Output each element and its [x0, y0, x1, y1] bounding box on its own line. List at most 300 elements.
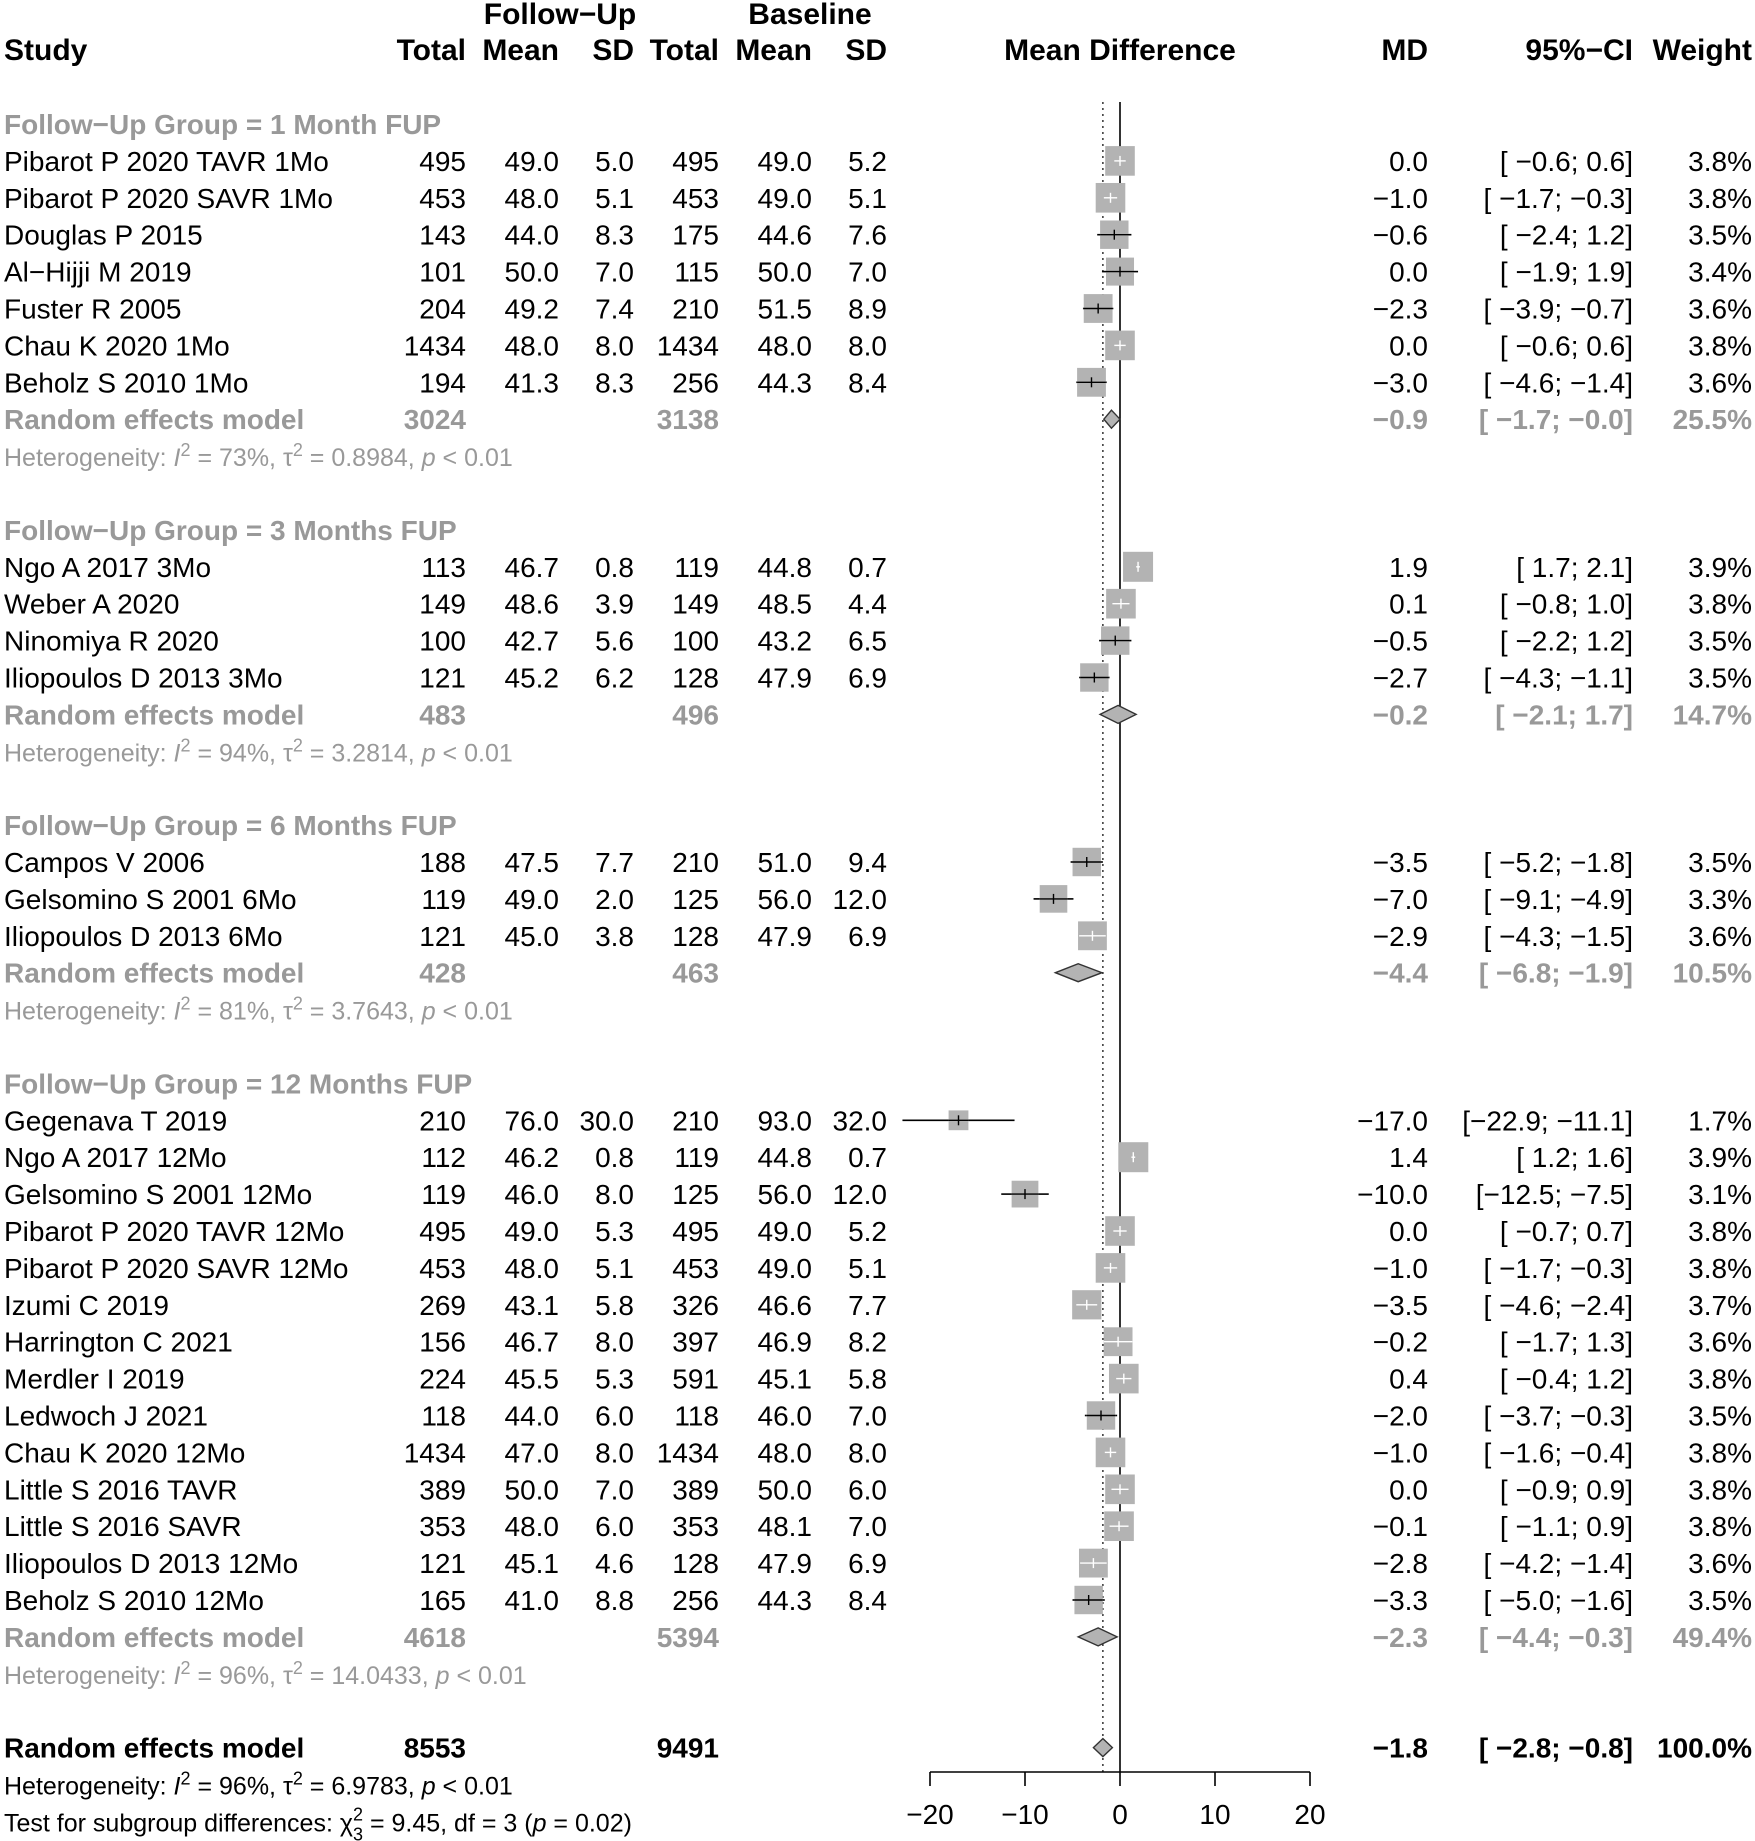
study-row [4, 1253, 1752, 1284]
study-row [4, 220, 1752, 251]
cell-t1: 495 [419, 145, 466, 177]
cell-s1: 8.8 [595, 1585, 634, 1616]
weight-value: 3.5% [1688, 847, 1752, 878]
overall-row [4, 1733, 1752, 1764]
cell-s1: 8.0 [595, 1179, 634, 1211]
cell-t2: 495 [672, 145, 719, 177]
cell-s2: 7.0 [848, 1400, 887, 1432]
cell-t2: 495 [672, 1216, 719, 1247]
weight-value: 3.6% [1688, 367, 1752, 399]
cell-s2: 12.0 [832, 883, 887, 915]
overall-md: −1.8 [1372, 1732, 1428, 1764]
cell-s2: 6.9 [848, 920, 887, 952]
md-value: 1.4 [1389, 1142, 1428, 1174]
ci-value: [ −0.7; 0.7] [1499, 1216, 1633, 1247]
overall-diamond [1093, 1739, 1112, 1757]
ci-value: [ −2.4; 1.2] [1499, 219, 1633, 251]
cell-m1: 48.0 [504, 1511, 559, 1543]
cell-t1: 453 [419, 1252, 466, 1284]
study-name: Little S 2016 TAVR [4, 1474, 238, 1506]
cell-t2: 1434 [656, 1437, 719, 1469]
heterogeneity-text: Heterogeneity: $I^2 = 96\%$, $\tau^2 = 14.0433$, p < 0.01 [4, 1657, 527, 1690]
pooled-md: −0.9 [1372, 404, 1428, 436]
study-row [4, 1290, 1752, 1321]
cell-s1: 3.8 [595, 920, 634, 952]
cell-t2: 119 [674, 551, 719, 583]
pooled-total-followup: 3024 [403, 404, 466, 436]
subgroup-pooled-row [4, 958, 1752, 989]
header-followup-group: Follow−Up [483, 0, 637, 31]
ci-value: [ −2.2; 1.2] [1499, 625, 1633, 657]
ci-value: [ −0.8; 1.0] [1499, 588, 1633, 620]
cell-m2: 49.0 [757, 1216, 812, 1247]
cell-s2: 8.0 [848, 1437, 887, 1469]
study-row [4, 330, 1752, 361]
cell-m1: 49.0 [504, 145, 559, 177]
cell-m2: 47.9 [757, 1548, 812, 1580]
weight-value: 3.8% [1688, 145, 1752, 177]
weight-value: 3.8% [1688, 182, 1752, 214]
header-followup-sd: SD [592, 34, 634, 67]
cell-m2: 56.0 [757, 883, 812, 915]
ci-value: [ −0.6; 0.6] [1499, 145, 1633, 177]
cell-s2: 32.0 [832, 1105, 887, 1137]
md-value: −7.0 [1372, 883, 1428, 915]
cell-m2: 47.9 [757, 920, 812, 952]
subgroup-label: Follow−Up Group = 1 Month FUP [4, 109, 442, 140]
pooled-md: −2.3 [1372, 1621, 1428, 1653]
cell-m1: 44.0 [504, 1400, 559, 1432]
ci-value: [ −1.6; −0.4] [1483, 1437, 1633, 1469]
heterogeneity-text: Heterogeneity: $I^2 = 94\%$, $\tau^2 = 3.2814$, p < 0.01 [4, 735, 513, 768]
ci-value: [ −1.7; −0.3] [1483, 182, 1633, 214]
cell-t1: 121 [419, 662, 466, 694]
study-row [4, 1474, 1752, 1505]
cell-m2: 51.5 [757, 293, 812, 325]
cell-t1: 224 [419, 1363, 466, 1395]
pooled-total-followup: 483 [419, 699, 466, 731]
weight-value: 3.8% [1688, 1252, 1752, 1284]
cell-t1: 118 [421, 1400, 466, 1432]
cell-s1: 8.0 [595, 1326, 634, 1358]
study-row [4, 921, 1752, 952]
overall-label: Random effects model [4, 1732, 305, 1764]
cell-t2: 100 [672, 625, 719, 657]
header-study: Study [4, 34, 88, 67]
pooled-total-baseline: 496 [672, 699, 719, 731]
cell-m1: 47.5 [504, 847, 559, 878]
study-name: Pibarot P 2020 SAVR 1Mo [4, 182, 333, 214]
cell-t1: 210 [419, 1105, 466, 1137]
cell-m2: 48.0 [757, 1437, 812, 1469]
md-value: −10.0 [1357, 1179, 1428, 1211]
pooled-total-baseline: 5394 [656, 1621, 719, 1653]
weight-value: 3.5% [1688, 625, 1752, 657]
ci-value: [ −1.7; 1.3] [1499, 1326, 1633, 1358]
study-name: Ninomiya R 2020 [4, 625, 219, 657]
pooled-total-followup: 4618 [403, 1621, 466, 1653]
study-row [4, 367, 1752, 398]
cell-m2: 49.0 [757, 1252, 812, 1284]
cell-s2: 8.4 [848, 367, 887, 399]
weight-value: 3.8% [1688, 588, 1752, 620]
md-value: −1.0 [1372, 1437, 1428, 1469]
column-headers [4, 0, 1752, 67]
cell-t1: 389 [419, 1474, 466, 1506]
study-row [4, 1364, 1752, 1395]
cell-t2: 125 [672, 1179, 719, 1211]
ci-value: [ −5.2; −1.8] [1483, 847, 1633, 878]
md-value: 1.9 [1389, 551, 1428, 583]
cell-t1: 453 [419, 182, 466, 214]
pooled-ci: [ −6.8; −1.9] [1478, 957, 1633, 989]
cell-s1: 3.9 [595, 588, 634, 620]
study-row [4, 1105, 1752, 1136]
cell-t2: 591 [672, 1363, 719, 1395]
subgroup-differences-test: Test for subgroup differences: $\chi^2$ 3 = 9.45, df = 3 (p = 0.02) [4, 1804, 632, 1841]
cell-m1: 45.5 [504, 1363, 559, 1395]
weight-value: 3.5% [1688, 1400, 1752, 1432]
study-name: Gelsomino S 2001 12Mo [4, 1179, 313, 1211]
ci-value: [ −4.6; −1.4] [1483, 367, 1633, 399]
cell-t2: 389 [672, 1474, 719, 1506]
cell-t1: 119 [421, 883, 466, 915]
cell-m1: 49.0 [504, 1216, 559, 1247]
pooled-ci: [ −2.1; 1.7] [1495, 699, 1633, 731]
ci-value: [ −1.1; 0.9] [1499, 1511, 1633, 1543]
subgroup-diamond [1104, 410, 1120, 428]
overall-total-followup: 8553 [403, 1732, 466, 1764]
cell-s1: 8.3 [595, 367, 634, 399]
pooled-ci: [ −1.7; −0.0] [1478, 404, 1633, 436]
md-value: 0.1 [1389, 588, 1428, 620]
ci-value: [ −9.1; −4.9] [1483, 883, 1633, 915]
cell-s2: 0.7 [848, 551, 887, 583]
study-row [4, 1327, 1752, 1358]
subgroup-label: Follow−Up Group = 6 Months FUP [4, 810, 457, 842]
overall-total-baseline: 9491 [656, 1732, 719, 1764]
cell-t2: 210 [672, 1105, 719, 1137]
cell-m1: 50.0 [504, 1474, 559, 1506]
pooled-md: −4.4 [1372, 957, 1428, 989]
ci-value: [ −4.3; −1.1] [1483, 662, 1633, 694]
cell-s2: 6.0 [848, 1474, 887, 1506]
ci-value: [ −3.7; −0.3] [1483, 1400, 1633, 1432]
header-baseline-group: Baseline [748, 0, 872, 31]
study-row [4, 146, 1752, 177]
study-row [4, 626, 1752, 657]
cell-t2: 115 [674, 256, 719, 288]
cell-m2: 46.9 [757, 1326, 812, 1358]
cell-s1: 7.0 [595, 256, 634, 288]
cell-m1: 46.2 [504, 1142, 559, 1174]
weight-value: 3.3% [1688, 883, 1752, 915]
header-weight: Weight [1652, 34, 1752, 67]
cell-t1: 353 [419, 1511, 466, 1543]
cell-m1: 76.0 [504, 1105, 559, 1137]
cell-t1: 149 [419, 588, 466, 620]
cell-m1: 48.0 [504, 330, 559, 362]
study-row [4, 1548, 1752, 1579]
cell-m1: 46.0 [504, 1179, 559, 1211]
cell-s2: 5.2 [848, 145, 887, 177]
study-name: Izumi C 2019 [4, 1289, 169, 1321]
cell-t2: 210 [672, 293, 719, 325]
study-row [4, 589, 1752, 620]
study-row [4, 1179, 1752, 1210]
cell-s1: 30.0 [579, 1105, 634, 1137]
pooled-ci: [ −4.4; −0.3] [1478, 1621, 1633, 1653]
md-value: 0.0 [1389, 145, 1428, 177]
header-ci: 95%−CI [1525, 34, 1633, 67]
cell-s1: 8.3 [595, 219, 634, 251]
weight-value: 3.8% [1688, 1474, 1752, 1506]
cell-s2: 7.7 [848, 1289, 887, 1321]
weight-value: 3.6% [1688, 1326, 1752, 1358]
study-row [4, 257, 1752, 288]
cell-s2: 7.6 [848, 219, 887, 251]
weight-value: 3.6% [1688, 293, 1752, 325]
cell-s1: 6.2 [595, 662, 634, 694]
study-name: Fuster R 2005 [4, 293, 182, 325]
overall-weight: 100.0% [1657, 1732, 1752, 1764]
cell-m1: 50.0 [504, 256, 559, 288]
header-baseline-mean: Mean [735, 34, 812, 67]
md-value: −0.1 [1372, 1511, 1428, 1543]
cell-t1: 194 [419, 367, 466, 399]
study-name: Chau K 2020 12Mo [4, 1437, 246, 1469]
cell-s2: 4.4 [848, 588, 887, 620]
cell-t2: 256 [672, 1585, 719, 1616]
study-name: Douglas P 2015 [4, 219, 203, 251]
pooled-weight: 49.4% [1672, 1621, 1752, 1653]
x-tick-label: 20 [1294, 1799, 1326, 1830]
cell-t1: 143 [419, 219, 466, 251]
study-name: Little S 2016 SAVR [4, 1511, 242, 1543]
cell-s1: 5.0 [595, 145, 634, 177]
header-followup-mean: Mean [482, 34, 559, 67]
pooled-label: Random effects model [4, 1621, 305, 1653]
cell-s2: 12.0 [832, 1179, 887, 1211]
header-followup-total: Total [396, 34, 466, 67]
ci-value: [ −3.9; −0.7] [1483, 293, 1633, 325]
cell-t2: 125 [672, 883, 719, 915]
x-tick-label: 10 [1199, 1799, 1231, 1830]
md-value: −1.0 [1372, 1252, 1428, 1284]
study-name: Harrington C 2021 [4, 1326, 233, 1358]
cell-s1: 2.0 [595, 883, 634, 915]
weight-value: 3.4% [1688, 256, 1752, 288]
cell-m2: 43.2 [757, 625, 812, 657]
cell-m1: 47.0 [504, 1437, 559, 1469]
subgroup-diamond [1078, 1628, 1117, 1646]
md-value: 0.0 [1389, 1216, 1428, 1247]
pooled-total-baseline: 3138 [656, 404, 719, 436]
cell-t2: 397 [672, 1326, 719, 1358]
cell-m2: 49.0 [757, 182, 812, 214]
study-row [4, 847, 1752, 878]
cell-m2: 47.9 [757, 662, 812, 694]
weight-value: 3.9% [1688, 1142, 1752, 1174]
md-value: −2.0 [1372, 1400, 1428, 1432]
cell-t2: 453 [672, 182, 719, 214]
study-row [4, 663, 1752, 694]
study-row [4, 1585, 1752, 1616]
cell-m2: 44.3 [757, 367, 812, 399]
cell-s1: 8.0 [595, 330, 634, 362]
ci-value: [ −5.0; −1.6] [1483, 1585, 1633, 1616]
cell-m1: 42.7 [504, 625, 559, 657]
cell-s2: 8.4 [848, 1585, 887, 1616]
cell-m2: 50.0 [757, 1474, 812, 1506]
cell-t2: 128 [672, 662, 719, 694]
ci-value: [ 1.2; 1.6] [1516, 1142, 1633, 1174]
study-row [4, 183, 1752, 214]
md-value: −2.3 [1372, 293, 1428, 325]
heterogeneity-text: Heterogeneity: $I^2 = 73\%$, $\tau^2 = 0.8984$, p < 0.01 [4, 440, 513, 473]
study-name: Iliopoulos D 2013 3Mo [4, 662, 283, 694]
cell-s2: 8.9 [848, 293, 887, 325]
cell-m1: 45.2 [504, 662, 559, 694]
study-name: Pibarot P 2020 TAVR 12Mo [4, 1216, 345, 1247]
cell-s1: 0.8 [595, 551, 634, 583]
ci-value: [ −4.2; −1.4] [1483, 1548, 1633, 1580]
md-value: −2.8 [1372, 1548, 1428, 1580]
ci-value: [ −1.9; 1.9] [1499, 256, 1633, 288]
study-row [4, 1216, 1752, 1247]
cell-m1: 45.1 [504, 1548, 559, 1580]
header-md: MD [1381, 34, 1428, 67]
weight-value: 3.7% [1688, 1289, 1752, 1321]
cell-t2: 149 [672, 588, 719, 620]
subgroup-diamond [1100, 705, 1136, 723]
md-value: −17.0 [1357, 1105, 1428, 1137]
cell-t2: 256 [672, 367, 719, 399]
cell-m1: 41.0 [504, 1585, 559, 1616]
md-value: −1.0 [1372, 182, 1428, 214]
cell-m1: 46.7 [504, 551, 559, 583]
weight-value: 3.6% [1688, 920, 1752, 952]
cell-s1: 5.8 [595, 1289, 634, 1321]
cell-m1: 49.2 [504, 293, 559, 325]
md-value: 0.0 [1389, 1474, 1428, 1506]
cell-s1: 7.7 [595, 847, 634, 878]
cell-m1: 48.0 [504, 182, 559, 214]
cell-s1: 8.0 [595, 1437, 634, 1469]
ci-value: [−22.9; −11.1] [1462, 1105, 1633, 1137]
pooled-label: Random effects model [4, 957, 305, 989]
cell-s1: 6.0 [595, 1511, 634, 1543]
cell-s1: 5.6 [595, 625, 634, 657]
cell-m1: 49.0 [504, 883, 559, 915]
weight-value: 3.5% [1688, 219, 1752, 251]
x-tick-label: −20 [906, 1799, 954, 1830]
ci-value: [ 1.7; 2.1] [1516, 551, 1633, 583]
study-name: Ngo A 2017 12Mo [4, 1142, 227, 1174]
cell-t1: 119 [421, 1179, 466, 1211]
study-name: Chau K 2020 1Mo [4, 330, 230, 362]
cell-t2: 118 [674, 1400, 719, 1432]
cell-m2: 44.3 [757, 1585, 812, 1616]
md-value: 0.4 [1389, 1363, 1428, 1395]
subgroup-diamond [1055, 964, 1102, 982]
cell-m1: 48.6 [504, 588, 559, 620]
cell-m2: 46.0 [757, 1400, 812, 1432]
md-value: −3.5 [1372, 847, 1428, 878]
cell-t1: 113 [421, 551, 466, 583]
cell-s2: 6.9 [848, 1548, 887, 1580]
cell-t1: 269 [419, 1289, 466, 1321]
header-baseline-sd: SD [845, 34, 887, 67]
md-value: −0.5 [1372, 625, 1428, 657]
pooled-total-followup: 428 [419, 957, 466, 989]
study-row [4, 1142, 1752, 1173]
cell-m2: 48.0 [757, 330, 812, 362]
x-tick-label: 0 [1112, 1799, 1128, 1830]
cell-s2: 5.1 [848, 182, 887, 214]
pooled-weight: 14.7% [1672, 699, 1752, 731]
study-name: Pibarot P 2020 SAVR 12Mo [4, 1252, 349, 1284]
md-value: −2.9 [1372, 920, 1428, 952]
cell-t1: 112 [421, 1142, 466, 1174]
cell-t2: 353 [672, 1511, 719, 1543]
cell-m2: 49.0 [757, 145, 812, 177]
md-value: 0.0 [1389, 330, 1428, 362]
cell-s2: 5.1 [848, 1252, 887, 1284]
cell-t2: 128 [672, 1548, 719, 1580]
study-row [4, 1437, 1752, 1468]
cell-t1: 204 [419, 293, 466, 325]
ci-value: [ −4.3; −1.5] [1483, 920, 1633, 952]
cell-m2: 45.1 [757, 1363, 812, 1395]
study-name: Al−Hijji M 2019 [4, 256, 192, 288]
study-row [4, 294, 1752, 325]
overall-heterogeneity-text: Heterogeneity: $I^2 = 96\%$, $\tau^2 = 6.9783$, p < 0.01 [4, 1768, 513, 1801]
cell-s2: 8.0 [848, 330, 887, 362]
study-name: Merdler I 2019 [4, 1363, 185, 1395]
header-mean-difference: Mean Difference [1004, 34, 1236, 67]
cell-s2: 5.2 [848, 1216, 887, 1247]
cell-s2: 6.9 [848, 662, 887, 694]
cell-t1: 101 [419, 256, 466, 288]
cell-m1: 43.1 [504, 1289, 559, 1321]
cell-m1: 48.0 [504, 1252, 559, 1284]
overall-ci: [ −2.8; −0.8] [1478, 1732, 1633, 1764]
ci-value: [ −4.6; −2.4] [1483, 1289, 1633, 1321]
cell-m1: 41.3 [504, 367, 559, 399]
cell-t1: 1434 [403, 330, 466, 362]
md-value: −3.0 [1372, 367, 1428, 399]
ci-value: [−12.5; −7.5] [1475, 1179, 1633, 1211]
table-rows [4, 109, 1752, 1841]
pooled-label: Random effects model [4, 699, 305, 731]
cell-s1: 7.0 [595, 1474, 634, 1506]
cell-t1: 495 [419, 1216, 466, 1247]
cell-s2: 7.0 [848, 256, 887, 288]
cell-s1: 6.0 [595, 1400, 634, 1432]
ci-value: [ −0.4; 1.2] [1499, 1363, 1633, 1395]
study-name: Weber A 2020 [4, 588, 180, 620]
cell-s1: 5.3 [595, 1363, 634, 1395]
weight-value: 3.5% [1688, 1585, 1752, 1616]
weight-value: 3.5% [1688, 662, 1752, 694]
weight-value: 3.8% [1688, 1363, 1752, 1395]
cell-s2: 0.7 [848, 1142, 887, 1174]
subgroup-pooled-row [4, 699, 1752, 730]
study-name: Gelsomino S 2001 6Mo [4, 883, 297, 915]
cell-m2: 48.1 [757, 1511, 812, 1543]
cell-s1: 5.1 [595, 1252, 634, 1284]
